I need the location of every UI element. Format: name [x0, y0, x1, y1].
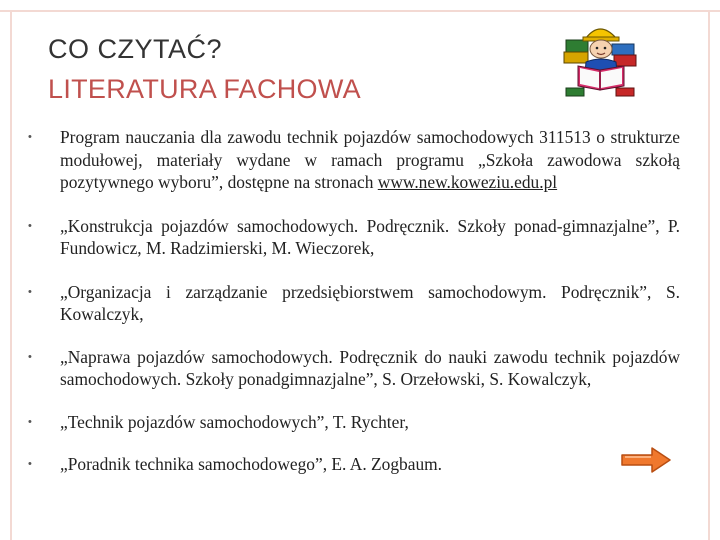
list-item	[28, 281, 680, 326]
bullet-marker: •	[28, 415, 32, 428]
bullet-marker: •	[28, 350, 32, 363]
bullet-marker: •	[28, 285, 32, 298]
bullet-marker: •	[28, 219, 32, 232]
list-item	[28, 126, 680, 194]
slide-title: CO CZYTAĆ?	[48, 34, 223, 64]
list-item-text: Program nauczania dla zawodu technik pojazdów samochodowych 311513 o strukturze modułowej, materiały wydane w ramach programu „Szkoła zawodowa szkołą pozytywnego wyboru”, dostępne na stronach	[60, 127, 680, 192]
bullet-marker: •	[28, 458, 32, 470]
website-link[interactable]: www.new.koweziu.edu.pl	[377, 172, 558, 192]
list-item-text: „Naprawa pojazdów samochodowych. Podręcznik do nauki zawodu technik pojazdów samochodowych. Szkoły ponadgimnazjalne”, S. Orzełowski, S. Kowalczyk,	[60, 346, 680, 389]
list-item-text: „Organizacja i zarządzanie przedsiębiorstwem samochodowym. Podręcznik”, S. Kowalczyk,	[60, 281, 680, 324]
reading-list	[28, 126, 680, 476]
next-slide-button[interactable]	[618, 445, 674, 475]
slide-subtitle: LITERATURA FACHOWA	[48, 74, 361, 104]
bullet-marker: •	[28, 131, 32, 143]
slide-frame-top	[0, 10, 720, 12]
list-item	[28, 346, 680, 391]
list-item	[28, 215, 680, 260]
list-item	[28, 411, 680, 434]
list-item-text: „Technik pojazdów samochodowych”, T. Rychter,	[60, 411, 409, 432]
list-item-text: „Konstrukcja pojazdów samochodowych. Podręcznik. Szkoły ponad-gimnazjalne”, P. Fundowicz, M. Radzimierski, M. Wieczorek,	[60, 215, 680, 258]
right-arrow-icon	[622, 448, 670, 472]
slide-frame-left	[10, 10, 12, 540]
slide-frame-right	[708, 10, 710, 540]
reading-worker-with-books-icon	[560, 18, 640, 100]
list-item	[28, 453, 680, 476]
list-item-text: „Poradnik technika samochodowego”, E. A. Zogbaum.	[60, 454, 443, 474]
